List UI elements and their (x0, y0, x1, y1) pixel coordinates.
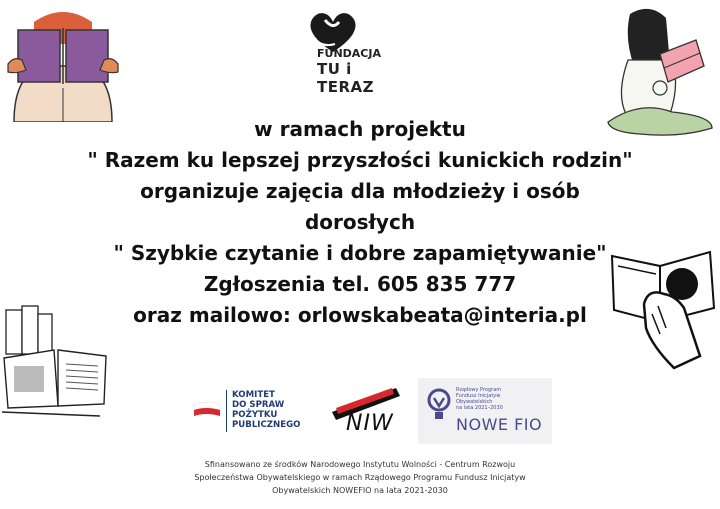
polish-flag-icon (192, 400, 222, 420)
fio-line-1: Rządowy Program (456, 387, 502, 393)
funding-line-2: Społeczeństwa Obywatelskiego w ramach Rządowego Programu Fundusz Inicjatyw (194, 473, 526, 482)
fundacja-logo (283, 8, 393, 96)
funding-line-3: Obywatelskich NOWEFIO na lata 2021-2030 (272, 486, 448, 495)
logo-line-2: TU i TERAZ (317, 60, 375, 96)
fio-line-2: Fundusz Inicjatyw (456, 393, 501, 399)
announcement-text (60, 114, 660, 331)
niw-label: NIW (346, 411, 394, 436)
kdspp-line-2: DO SPRAW (232, 400, 285, 410)
funding-note (140, 458, 580, 497)
funding-line-1: Sfinansowano ze środków Narodowego Instytutu Wolności - Centrum Rozwoju (204, 460, 516, 469)
fio-line-3: Obywatelskich (456, 399, 493, 405)
kdspp-line-4: PUBLICZNEGO (232, 420, 301, 430)
logo-line-1: FUNDACJA (317, 47, 381, 60)
niw-logo (326, 382, 406, 438)
fio-line-4: na lata 2021–2030 (456, 405, 503, 411)
kdspp-line-3: POŻYTKU (232, 410, 278, 420)
komitet-pozytku-logo (190, 386, 320, 436)
announcement-line-2: " Razem ku lepszej przyszłości kunickich rodzin" (87, 148, 633, 172)
announcement-line-1: w ramach projektu (254, 117, 466, 141)
announcement-line-4: dorosłych (304, 210, 416, 234)
kdspp-divider (226, 390, 227, 432)
nowe-fio-logo (418, 378, 552, 444)
announcement-line-6: Zgłoszenia tel. 605 835 777 (203, 272, 517, 296)
kdspp-line-1: KOMITET (232, 390, 275, 400)
lightbulb-icon (426, 388, 452, 424)
open-books-illustration (0, 296, 112, 418)
announcement-line-3: organizuje zajęcia dla młodzieży i osób (140, 179, 580, 203)
announcement-line-7: oraz mailowo: orlowskabeata@interia.pl (133, 303, 587, 327)
announcement-line-5: " Szybkie czytanie i dobre zapamiętywanie" (113, 241, 607, 265)
fio-title: NOWE FIO (456, 415, 543, 434)
woman-reading-illustration (4, 4, 122, 122)
hand-holding-book-illustration (604, 236, 720, 372)
